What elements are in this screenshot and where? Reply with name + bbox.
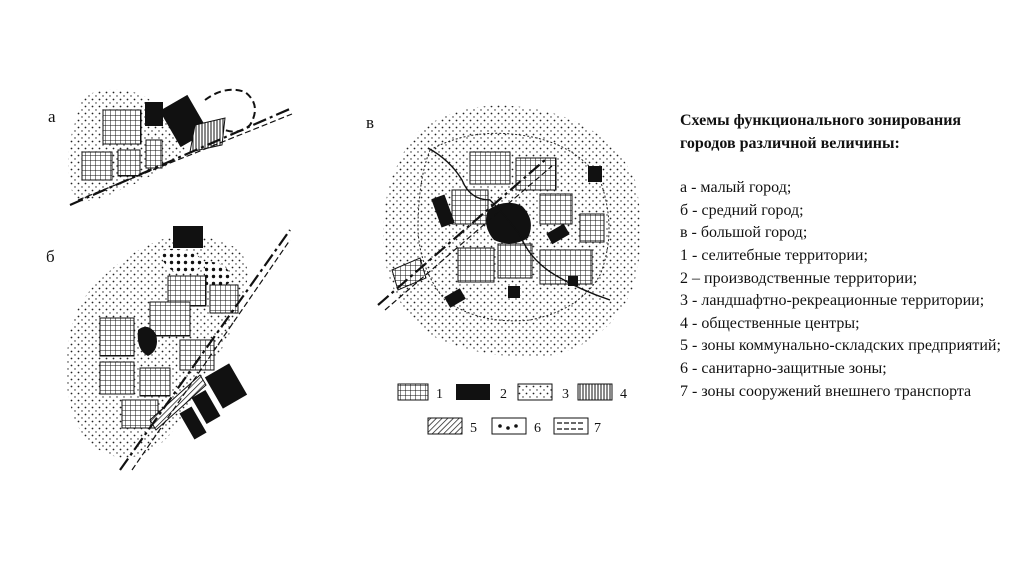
scheme-a-residential [146,140,162,168]
caption-item: 6 - санитарно-защитные зоны; [680,359,887,377]
scheme-v-public-center [486,203,531,244]
legend-number: 1 [436,387,443,402]
legend-number: 4 [620,387,627,402]
legend-number: 7 [594,421,601,436]
legend-item-4 [578,384,627,402]
scheme-b-residential [100,362,134,394]
legend-number: 3 [562,387,569,402]
scheme-v-large-city [366,106,641,357]
caption-item: 2 – производственные территории; [680,269,918,287]
scheme-a-label: а [48,107,56,126]
legend-item-7 [554,418,601,436]
caption-item: а - малый город; [680,179,792,197]
scheme-v-residential [540,194,572,224]
scheme-b-residential [100,318,134,356]
scheme-a-residential [118,150,140,176]
caption-item: б - средний город; [680,201,804,219]
legend [398,384,627,436]
caption-title: Схемы функционального зонирования городов различной величины: [680,112,962,152]
scheme-b-industrial [173,226,203,248]
legend-item-3 [518,384,569,402]
scheme-a-small-town [48,90,292,205]
scheme-b-residential [150,302,190,336]
scheme-v-industrial [588,166,602,182]
scheme-b-medium-town [46,226,290,470]
caption-item: 5 - зоны коммунально-складских предприятий; [680,337,1001,355]
scheme-v-residential [458,248,494,282]
scheme-v-residential [516,158,556,190]
legend-item-1 [398,384,443,402]
scheme-a-industrial [145,102,163,126]
figure-caption [680,110,1010,403]
legend-item-2 [456,384,507,402]
legend-number: 6 [534,421,541,436]
caption-item: 4 - общественные центры; [680,314,860,332]
scheme-v-residential [452,190,488,224]
scheme-b-residential [140,368,170,396]
scheme-v-residential [470,152,510,184]
scheme-b-residential [210,285,238,313]
caption-item: 3 - ландшафтно-рекреационные территории; [680,292,985,310]
caption-item: 1 - селитебные территории; [680,246,868,264]
legend-number: 2 [500,387,507,402]
caption-list [680,177,1010,403]
scheme-v-residential [580,214,604,242]
legend-number: 5 [470,421,477,436]
legend-item-5 [428,418,477,436]
scheme-a-residential [82,152,112,180]
scheme-v-industrial [508,286,520,298]
scheme-b-label: б [46,247,55,266]
caption-item: в - большой город; [680,224,808,242]
scheme-a-residential [103,110,141,144]
scheme-v-label: в [366,113,375,132]
scheme-v-residential [540,250,592,284]
caption-item: 7 - зоны сооружений внешнего транспорта [680,382,972,400]
legend-item-6 [492,418,541,436]
